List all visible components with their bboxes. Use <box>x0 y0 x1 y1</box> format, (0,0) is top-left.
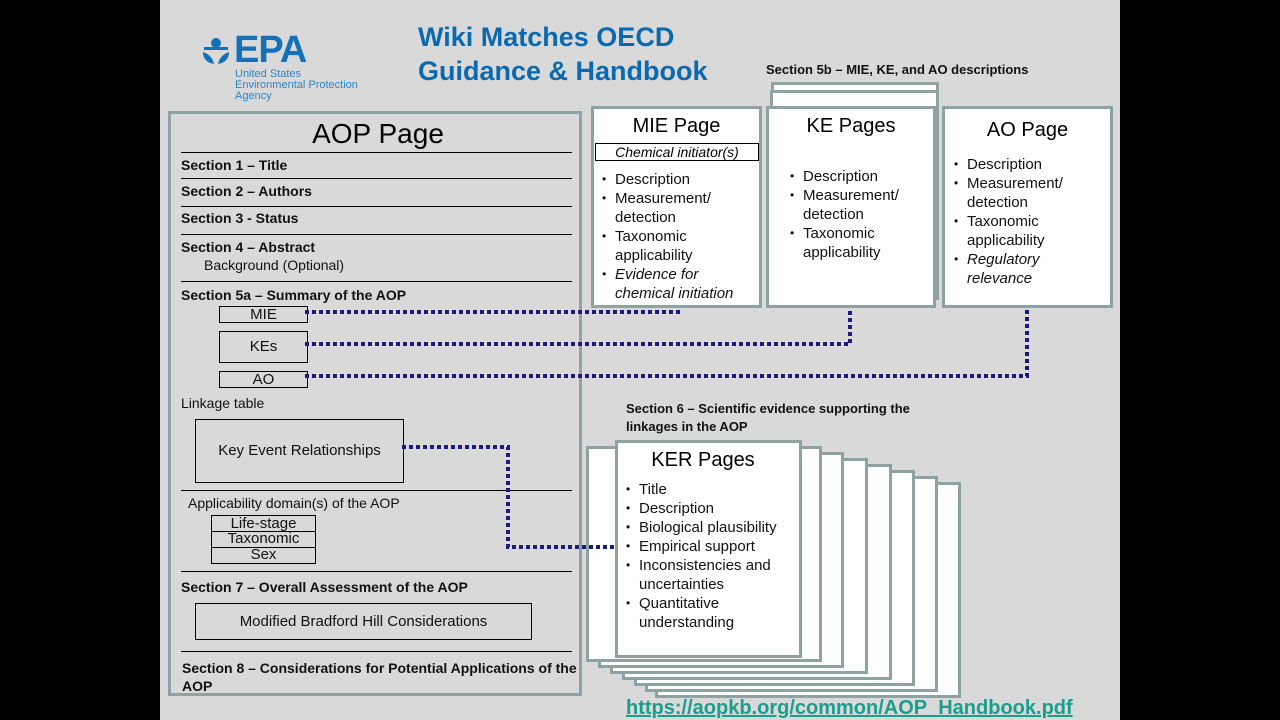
summary-mie-box[interactable]: MIE <box>219 306 308 323</box>
applicability-row-taxonomic[interactable]: Taxonomic <box>211 532 316 548</box>
linkage-table-label: Linkage table <box>181 395 265 411</box>
applicability-row-sex[interactable]: Sex <box>211 548 316 564</box>
section-7-label: Section 7 – Overall Assessment of the AOP <box>181 579 468 595</box>
key-event-relationships-box[interactable]: Key Event Relationships <box>195 419 404 483</box>
ker-item: • Empirical support <box>626 537 791 556</box>
divider <box>181 281 572 282</box>
ke-item-list <box>790 167 925 262</box>
title-line: Guidance & Handbook <box>418 56 708 86</box>
ker-item: • Title <box>626 480 791 499</box>
epa-subtitle-line: Agency <box>235 90 272 102</box>
handbook-link[interactable]: https://aopkb.org/common/AOP_Handbook.pdf <box>626 697 1073 719</box>
ker-item-list <box>626 480 791 632</box>
divider <box>181 571 572 572</box>
divider <box>181 651 572 652</box>
divider <box>181 490 572 491</box>
epa-subtitle-line: United States <box>235 68 302 80</box>
slide-title <box>418 20 708 88</box>
section-4-label: Section 4 – Abstract <box>181 239 316 255</box>
ke-item: • Measurement/ detection <box>790 186 925 224</box>
ker-pages-card[interactable] <box>615 440 802 658</box>
divider <box>181 206 572 207</box>
section-8-label: Section 8 – Considerations for Potential Applications of the AOP <box>182 660 577 694</box>
ke-pages-card[interactable] <box>766 106 936 308</box>
ao-item: • Taxonomic applicability <box>954 212 1104 250</box>
aop-page-panel <box>168 111 582 696</box>
epa-wordmark: EPA <box>234 29 307 71</box>
ker-item: • Biological plausibility <box>626 518 791 537</box>
applicability-label: Applicability domain(s) of the AOP <box>188 495 400 511</box>
ao-item: • Description <box>954 155 1104 174</box>
section-2-label: Section 2 – Authors <box>181 183 312 199</box>
ker-item: • Inconsistencies and uncertainties <box>626 556 791 594</box>
mie-page-title: MIE Page <box>632 115 721 137</box>
mie-item: • Description <box>602 170 752 189</box>
ker-pages-title: KER Pages <box>651 449 755 471</box>
epa-subtitle-line: Environmental Protection <box>235 79 358 91</box>
section-4-sub: Background (Optional) <box>204 257 345 273</box>
ke-pages-title: KE Pages <box>806 115 896 137</box>
ao-item: • Measurement/ detection <box>954 174 1104 212</box>
applicability-table <box>211 515 316 564</box>
mie-item: • Measurement/ detection <box>602 189 752 227</box>
divider <box>181 152 572 153</box>
epa-flower-icon <box>200 36 232 68</box>
ao-page-title: AO Page <box>986 119 1069 141</box>
chemical-initiator-box[interactable]: Chemical initiator(s) <box>595 143 759 161</box>
summary-ao-box[interactable]: AO <box>219 371 308 388</box>
section-5b-label: Section 5b – MIE, KE, and AO descriptions <box>766 62 1029 77</box>
slide <box>160 0 1120 720</box>
ao-item: • Regulatory relevance <box>954 250 1104 288</box>
aop-page-title: AOP Page <box>312 118 444 149</box>
summary-kes-box[interactable]: KEs <box>219 331 308 363</box>
epa-logo <box>200 29 380 106</box>
title-line: Wiki Matches OECD <box>418 22 675 52</box>
mie-item: • Evidence for chemical initiation <box>602 265 752 303</box>
mie-page-card[interactable] <box>591 106 762 308</box>
section-1-label: Section 1 – Title <box>181 157 288 173</box>
section-6-label-line: Section 6 – Scientific evidence supporting the <box>626 401 910 416</box>
mie-item: • Taxonomic applicability <box>602 227 752 265</box>
ker-item: • Quantitative understanding <box>626 594 791 632</box>
divider <box>181 234 572 235</box>
ao-page-card[interactable] <box>942 106 1113 308</box>
bradford-hill-box[interactable]: Modified Bradford Hill Considerations <box>195 603 532 640</box>
epa-subtitle <box>235 69 358 102</box>
section-6-label <box>626 400 910 436</box>
applicability-row-life-stage[interactable]: Life-stage <box>211 515 316 532</box>
ke-item: • Taxonomic applicability <box>790 224 925 262</box>
ker-item: • Description <box>626 499 791 518</box>
ao-item-list <box>954 155 1104 288</box>
section-5a-label: Section 5a – Summary of the AOP <box>181 287 407 303</box>
section-3-label: Section 3 - Status <box>181 210 299 226</box>
mie-item-list <box>602 170 752 303</box>
divider <box>181 178 572 179</box>
ke-item: • Description <box>790 167 925 186</box>
section-6-label-line: linkages in the AOP <box>626 419 748 434</box>
